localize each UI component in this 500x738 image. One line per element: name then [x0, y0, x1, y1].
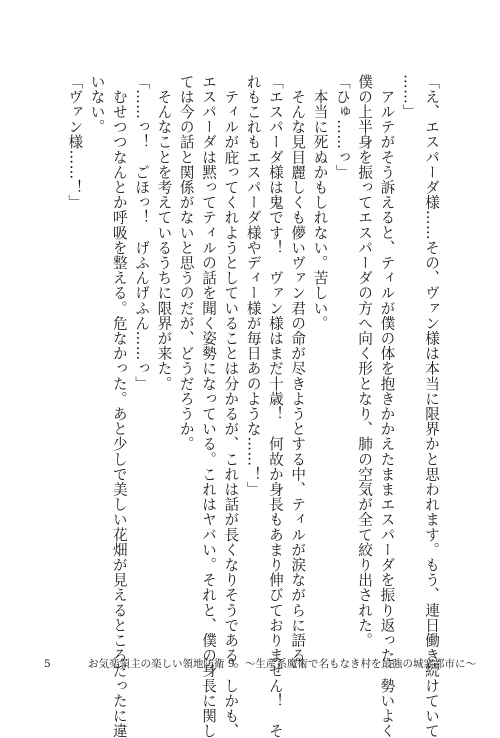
text-line: アルテがそう訴えると、ティルが僕の体を抱きかかえたままエスパーダを振り返った。勢いよく [378, 74, 396, 738]
text-line: エスパーダは黙ってティルの話を聞く姿勢になっている。これはヤバい。それと、僕の身長に関し [200, 74, 218, 738]
text-line: そんなことを考えているうちに限界が来た。 [155, 74, 173, 392]
text-line: れもこれもエスパーダ様やディー様が毎日あのような……！」 [244, 74, 262, 497]
text-line: 本当に死ぬかもしれない。苦しい。 [311, 74, 329, 331]
text-line: 「ひゅ……っ」 [333, 74, 351, 180]
text-line: ては今の話と関係がないと思うのだが、どうだろうか。 [177, 74, 195, 452]
text-line: 「……っ！ ごほっ！ げふんげふん……っ」 [133, 74, 151, 392]
text-line: 「エスパーダ様は鬼です！ ヴァン様はまだ十歳！ 何故か身長もあまり伸びておりません！ そ [266, 74, 284, 738]
book-title: お気楽領主の楽しい領地防衛 9 ～生産系魔術で名もなき村を最強の城塞都市に～ [88, 658, 477, 670]
text-line: 「ヴァン様……！」 [66, 74, 84, 210]
text-line: 「え、エスパーダ様……その、ヴァン様は本当に限界かと思われます。もう、連日働き続けていて [423, 74, 440, 738]
text-line: むせつつなんとか呼吸を整える。危なかった。あと少しで美しい花畑が見えるところだったに違 [110, 74, 128, 738]
text-line: ……」 [400, 74, 418, 120]
text-line: 僕の上半身を振ってエスパーダの方へ向く形となり、肺の空気が全て絞り出された。 [356, 74, 374, 648]
text-line: そんな見目麗しくも儚いヴァン君の命が尽きようとする中、ティルが涙ながらに語る。 [289, 74, 307, 678]
page-number: 5 [44, 658, 51, 670]
page-footer [44, 656, 476, 671]
text-line: いない。 [88, 74, 106, 135]
text-line: ティルが庇ってくれようとしていることは分かるが、これは話が長くなりそうである。しかも、 [222, 74, 240, 738]
